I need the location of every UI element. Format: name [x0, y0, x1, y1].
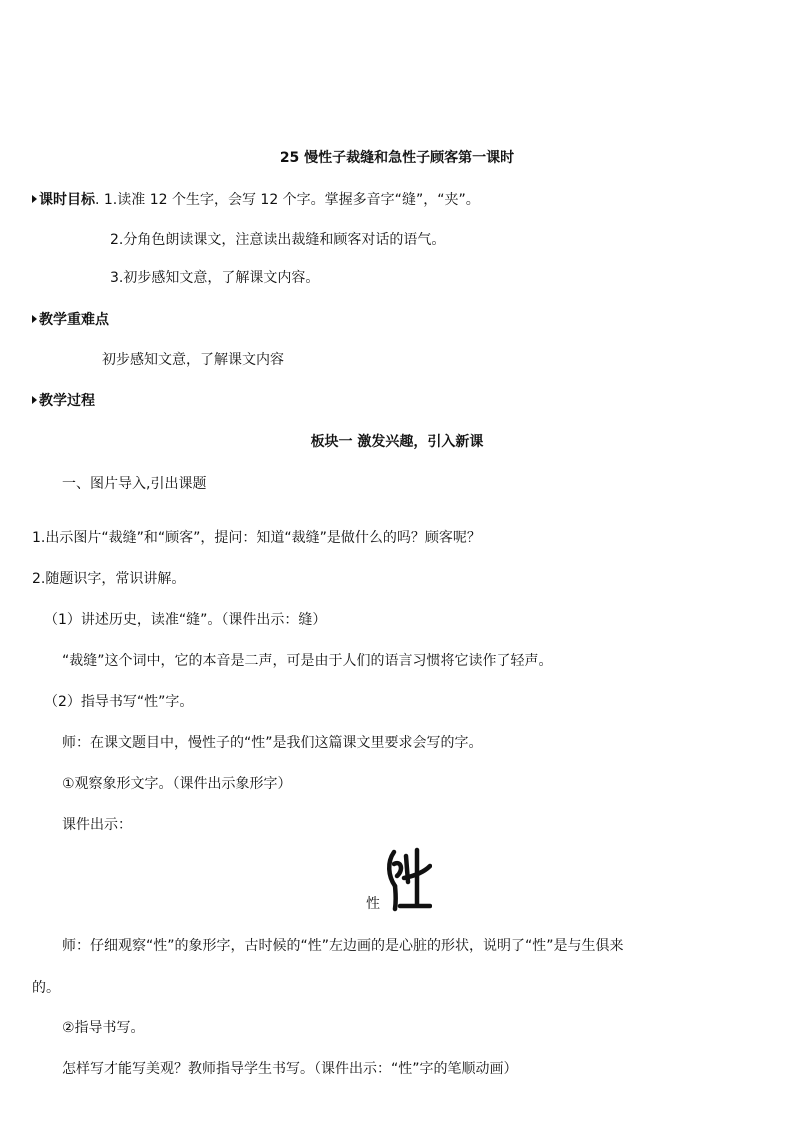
page-title: 25 慢性子裁缝和急性子顾客第一课时: [279, 150, 515, 166]
paragraph-3: （1）讲述历史，读准“缝”。（课件出示：缝）: [44, 612, 327, 628]
paragraph-10: ②指导书写。: [62, 1020, 145, 1036]
paragraph-11: 怎样写才能写美观？教师指导学生书写。（课件出示：“性”字的笔顺动画）: [62, 1061, 518, 1077]
process-heading: [32, 391, 95, 411]
objectives-item-1: . 1.读准 12 个生字，会写 12 个字。掌握多音字“缝”，“夹”。: [95, 192, 480, 208]
objectives-line-1: [32, 190, 480, 210]
paragraph-2: 2.随题识字，常识讲解。: [32, 571, 186, 587]
paragraph-9: 师：仔细观察“性”的象形字，古时候的“性”左边画的是心脏的形状，说明了“性”是与生俱来: [62, 938, 624, 954]
paragraph-7: ①观察象形文字。（课件出示象形字）: [62, 776, 292, 792]
block-title: 板块一 激发兴趣，引入新课: [310, 434, 484, 450]
bullet-icon: [32, 195, 37, 203]
paragraph-5: （2）指导书写“性”字。: [44, 694, 194, 710]
section-heading: 一、图片导入,引出课题: [62, 476, 207, 492]
pictograph-caption: 性: [366, 896, 380, 912]
paragraph-6: 师：在课文题目中，慢性子的“性”是我们这篇课文里要求会写的字。: [62, 735, 483, 751]
objectives-item-2: 2.分角色朗读课文，注意读出裁缝和顾客对话的语气。: [110, 232, 446, 248]
bullet-icon: [32, 315, 37, 323]
bullet-icon: [32, 396, 37, 404]
pictograph-figure: [364, 846, 444, 916]
objectives-label: 课时目标: [39, 192, 95, 208]
process-label: 教学过程: [39, 393, 95, 409]
paragraph-9-continued: 的。: [32, 980, 60, 996]
key-points-label: 教学重难点: [39, 312, 109, 328]
paragraph-1: 1.出示图片“裁缝”和“顾客”，提问：知道“裁缝”是做什么的吗？顾客呢？: [32, 530, 481, 546]
key-points-heading: [32, 310, 109, 330]
paragraph-4: “裁缝”这个词中，它的本音是二声，可是由于人们的语言习惯将它读作了轻声。: [62, 653, 553, 669]
objectives-item-3: 3.初步感知文意，了解课文内容。: [110, 270, 320, 286]
key-points-text: 初步感知文意，了解课文内容: [102, 352, 284, 368]
paragraph-8: 课件出示：: [62, 817, 132, 833]
pictograph-xing-icon: [384, 846, 432, 912]
